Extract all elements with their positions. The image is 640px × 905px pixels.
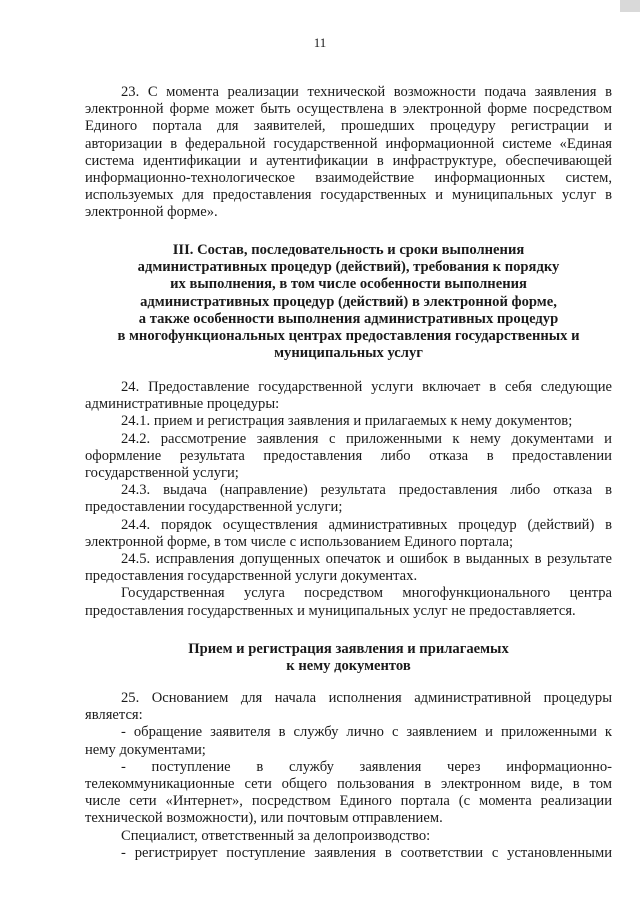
text-line: Специалист, ответственный за делопроизводство: bbox=[121, 827, 431, 844]
heading-line: административных процедур (действий), требования к порядку bbox=[137, 259, 560, 276]
text-line: электронной форме может быть осуществлена в электронной форме посредством bbox=[85, 101, 612, 118]
heading-line: Прием и регистрация заявления и прилагаемых bbox=[188, 641, 509, 657]
subsection-heading bbox=[85, 641, 612, 675]
text-line: - поступление в службу заявления через информационно- bbox=[121, 758, 612, 775]
heading-line: III. Состав, последовательность и сроки выполнения bbox=[172, 242, 525, 258]
text-line: 23. С момента реализации технической возможности подача заявления в bbox=[121, 84, 612, 100]
text-line: Единого портала для заявителей, прошедших процедуру регистрации и bbox=[85, 118, 612, 135]
scan-corner-mark bbox=[620, 0, 640, 12]
text-line: электронной форме». bbox=[85, 204, 218, 221]
text-line: является: bbox=[85, 707, 143, 724]
text-line: нему документами; bbox=[85, 741, 206, 758]
heading-line: муниципальных услуг bbox=[274, 345, 423, 362]
page-number: 11 bbox=[313, 35, 327, 50]
heading-line: административных процедур (действий) в электронной форме, bbox=[140, 293, 557, 310]
text-line: предоставлении государственной услуги; bbox=[85, 499, 343, 516]
text-line: используемых для предоставления государственных и муниципальных услуг в bbox=[85, 187, 612, 204]
text-line: телекоммуникационные сети общего пользования в электронном виде, в том bbox=[85, 776, 612, 793]
text-line: система идентификации и аутентификации в инфраструктуре, обеспечивающей bbox=[85, 152, 612, 169]
text-line: электронной форме, в том числе с использованием Единого портала; bbox=[85, 533, 514, 550]
text-line: предоставления государственных и муниципальных услуг не предоставляется. bbox=[85, 602, 576, 619]
text-line: 24.5. исправления допущенных опечаток и ошибок в выданных в результате bbox=[121, 551, 612, 568]
text-line: административные процедуры: bbox=[85, 396, 280, 413]
heading-line: их выполнения, в том числе особенности выполнения bbox=[170, 276, 527, 293]
text-line: числе сети «Интернет», посредством Единого портала (с момента реализации bbox=[85, 793, 612, 810]
text-line: 25. Основанием для начала исполнения административной процедуры bbox=[121, 690, 612, 706]
text-line: - регистрирует поступление заявления в соответствии с установленными bbox=[121, 844, 612, 861]
text-line: государственной услуги; bbox=[85, 465, 239, 482]
paragraph-24 bbox=[85, 379, 612, 620]
heading-line: а также особенности выполнения административных процедур bbox=[138, 310, 559, 327]
text-line: авторизации в федеральной государственной информационной системе «Единая bbox=[85, 135, 612, 152]
section-heading bbox=[85, 242, 612, 362]
heading-line: к нему документов bbox=[286, 658, 411, 675]
text-line: Государственная услуга посредством многофункционального центра bbox=[121, 585, 612, 602]
paragraph-23 bbox=[85, 84, 612, 222]
text-line: 24.2. рассмотрение заявления с приложенными к нему документами и bbox=[121, 430, 612, 447]
text-line: 24.1. прием и регистрация заявления и прилагаемых к нему документов; bbox=[121, 413, 573, 430]
text-line: оформление результата предоставления либо отказа в предоставлении bbox=[85, 447, 612, 464]
text-line: предоставления государственной услуги документах. bbox=[85, 568, 418, 585]
heading-line: в многофункциональных центрах предоставления государственных и bbox=[117, 328, 580, 345]
text-line: информационно-технологическое взаимодействие информационных систем, bbox=[85, 170, 612, 187]
text-line: 24. Предоставление государственной услуги включает в себя следующие bbox=[121, 379, 612, 395]
text-line: 24.3. выдача (направление) результата предоставления либо отказа в bbox=[121, 482, 612, 499]
paragraph-25 bbox=[85, 690, 612, 862]
text-line: 24.4. порядок осуществления административных процедур (действий) в bbox=[121, 516, 612, 533]
text-line: технической возможности), или почтовым отправлением. bbox=[85, 810, 443, 827]
text-line: - обращение заявителя в службу лично с заявлением и приложенными к bbox=[121, 724, 612, 741]
